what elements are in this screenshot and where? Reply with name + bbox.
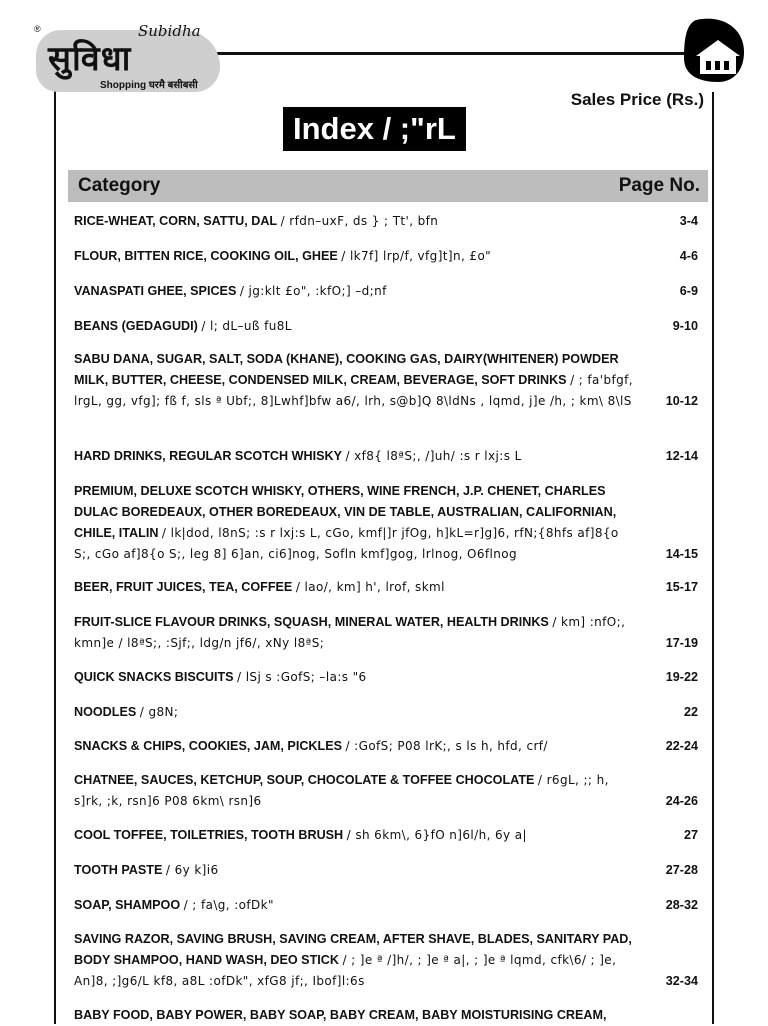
entry-page-number: 32-34	[665, 974, 698, 988]
entry-text	[74, 281, 634, 302]
entry-text	[74, 770, 634, 812]
entry-text	[74, 667, 634, 688]
entry-category-en: RICE-WHEAT, CORN, SATTU, DAL	[74, 214, 278, 228]
registered-mark: ®	[34, 24, 41, 34]
entry-page-number: 3-4	[679, 214, 698, 228]
entry-category-np: / xf8{ l8ªS;, /]uh/ :s r lxj:s L	[345, 449, 522, 463]
entry-category-np: / lk7f] lrp/f, vfg]t]n, £o"	[341, 249, 492, 263]
page-title: Index / ;"rL	[283, 107, 466, 151]
entry-text	[74, 612, 634, 654]
index-entry	[74, 612, 698, 654]
entry-page-number: 22	[683, 705, 698, 719]
entry-category-en: SOAP, SHAMPOO	[74, 898, 181, 912]
entry-text	[74, 736, 634, 757]
index-entry	[74, 895, 698, 916]
entry-category-en: PREMIUM, DELUXE SCOTCH WHISKY, OTHERS, WINE FRENCH, J.P. CHENET, CHARLES DULAC BOREDEAUX, OTHER BOREDEAUX, VIN DE TABLE, AUSTRALIAN, CALIFORNIAN, CHILE, ITALIN	[74, 484, 617, 540]
entry-page-number: 6-9	[679, 284, 698, 298]
entry-page-number: 27-28	[665, 863, 698, 877]
index-entry	[74, 211, 698, 232]
index-entry	[74, 860, 698, 881]
entry-text	[74, 929, 634, 992]
entry-category-en: COOL TOFFEE, TOILETRIES, TOOTH BRUSH	[74, 828, 344, 842]
entry-category-np: / ; fa'bfgf, lrgL, gg, vfg]; fß f, sls ª Ubf;, 8]Lwhf]bfw a6/, lrh, s@b]Q 8\ldNs , lqmd, j]e /h, ; km\ 8\lS	[74, 373, 633, 408]
index-entry	[74, 446, 698, 467]
index-entry	[74, 481, 698, 565]
index-entry	[74, 736, 698, 757]
entry-page-number: 10-12	[665, 394, 698, 408]
index-header-bar	[68, 170, 708, 202]
entry-page-number: 15-17	[665, 580, 698, 594]
index-entry	[74, 667, 698, 688]
brand-logo	[30, 20, 230, 92]
entry-category-en: NOODLES	[74, 705, 137, 719]
entry-text	[74, 860, 634, 881]
index-entry	[74, 1005, 698, 1026]
index-entry	[74, 825, 698, 846]
logo-tagline: Shopping घरमै बसीबसी	[100, 80, 198, 91]
entry-category-en: VANASPATI GHEE, SPICES	[74, 284, 237, 298]
entry-category-en: SNACKS & CHIPS, COOKIES, JAM, PICKLES	[74, 739, 343, 753]
entry-text	[74, 446, 634, 467]
entry-category-en: BABY FOOD, BABY POWER, BABY SOAP, BABY CREAM, BABY MOISTURISING CREAM,	[74, 1008, 607, 1022]
entry-page-number: 19-22	[665, 670, 698, 684]
entry-category-en: BEANS (GEDAGUDI)	[74, 319, 198, 333]
entry-category-en: HARD DRINKS, REGULAR SCOTCH WHISKY	[74, 449, 342, 463]
entry-page-number: 28-32	[665, 898, 698, 912]
sales-price-label: Sales Price (Rs.)	[570, 90, 704, 109]
entry-category-np: / lao/, km] h', lrof, skml	[295, 580, 445, 594]
entry-category-np: / lSj s :GofS; –la:s "6	[237, 670, 367, 684]
entry-text	[74, 702, 634, 723]
entry-page-number: 22-24	[665, 739, 698, 753]
entry-category-en: CHATNEE, SAUCES, KETCHUP, SOUP, CHOCOLATE & TOFFEE CHOCOLATE	[74, 773, 535, 787]
entry-page-number: 17-19	[665, 636, 698, 650]
entry-text	[74, 481, 634, 565]
index-entry	[74, 702, 698, 723]
index-entry	[74, 770, 698, 812]
entry-text	[74, 211, 634, 232]
index-entry	[74, 316, 698, 337]
logo-wordmark-en: Subidha	[138, 22, 201, 40]
entry-category-en: TOOTH PASTE	[74, 863, 163, 877]
entry-page-number: 24-26	[665, 794, 698, 808]
entry-category-np: / g8N;	[139, 705, 179, 719]
frame-right-rule	[712, 92, 714, 1024]
category-column-header: Category	[78, 175, 161, 196]
home-icon	[682, 18, 746, 84]
entry-category-en: SABU DANA, SUGAR, SALT, SODA (KHANE), COOKING GAS, DAIRY(WHITENER) POWDER MILK, BUTTER, CHEESE, CONDENSED MILK, CREAM, BEVERAGE, SOFT DRINKS	[74, 352, 619, 387]
entry-page-number: 12-14	[665, 449, 698, 463]
logo-wordmark-np: सुविधा	[48, 39, 132, 79]
entry-text	[74, 349, 634, 412]
entry-category-np: / l; dL–uß fu8L	[201, 319, 292, 333]
entry-category-en: FLOUR, BITTEN RICE, COOKING OIL, GHEE	[74, 249, 338, 263]
entry-text	[74, 895, 634, 916]
entry-text	[74, 316, 634, 337]
entry-page-number: 9-10	[672, 319, 698, 333]
frame-left-rule	[54, 76, 56, 1024]
entry-category-en: QUICK SNACKS BISCUITS	[74, 670, 234, 684]
entry-category-np: / r6gL, ;; h, s]rk, ;k, rsn]6 P08 6km\ rsn]6	[74, 773, 609, 808]
entry-category-np: / ; fa\g, :ofDk"	[183, 898, 274, 912]
entry-category-np: / ; ]e ª /]h/, ; ]e ª a|, ; ]e ª lqmd, cfk\6/ ; ]e, An]8, ;]g6/L kf8, a8L :ofDk", xfG8 jf;, Ibof]l:6s	[74, 953, 617, 988]
entry-category-np: / :GofS; P08 lrK;, s ls h, hfd, crf/	[345, 739, 548, 753]
entry-category-en: FRUIT-SLICE FLAVOUR DRINKS, SQUASH, MINERAL WATER, HEALTH DRINKS	[74, 615, 549, 629]
index-entry	[74, 929, 698, 992]
index-entry	[74, 281, 698, 302]
entry-text	[74, 1005, 634, 1026]
index-entry	[74, 577, 698, 598]
index-entry	[74, 246, 698, 267]
entry-category-np: / km] :nfO;, kmn]e / l8ªS;, :Sjf;, ldg/n jf6/, xNy l8ªS;	[74, 615, 626, 650]
entry-category-np: / 6y k]i6	[165, 863, 219, 877]
entry-page-number: 27	[683, 828, 698, 842]
entry-text	[74, 577, 634, 598]
index-entry	[74, 349, 698, 412]
entry-text	[74, 246, 634, 267]
entry-category-en: SAVING RAZOR, SAVING BRUSH, SAVING CREAM, AFTER SHAVE, BLADES, SANITARY PAD, BODY SHAMPOO, HAND WASH, DEO STICK	[74, 932, 632, 967]
entry-category-np: / jg:klt £o", :kfO;] –d;nf	[239, 284, 387, 298]
entry-page-number: 14-15	[665, 547, 698, 561]
entry-page-number: 4-6	[679, 249, 698, 263]
page-column-header: Page No.	[618, 175, 700, 196]
entry-category-np: / sh 6km\, 6}fO n]6l/h, 6y a|	[346, 828, 527, 842]
entry-category-np: / rfdn–uxF, ds } ; Tt', bfn	[280, 214, 439, 228]
entry-text	[74, 825, 634, 846]
entry-category-en: BEER, FRUIT JUICES, TEA, COFFEE	[74, 580, 293, 594]
entry-category-np: / lk|dod, l8nS; :s r lxj:s L, cGo, kmf|]r jfOg, h]kL=r]g]6, rfN;{8hfs af]8{o S;, cGo af]8{o S;, leg 8] 6]an, ci6]nog, Sofln kmf]gog, lrlnog, O6flnog	[74, 526, 619, 561]
